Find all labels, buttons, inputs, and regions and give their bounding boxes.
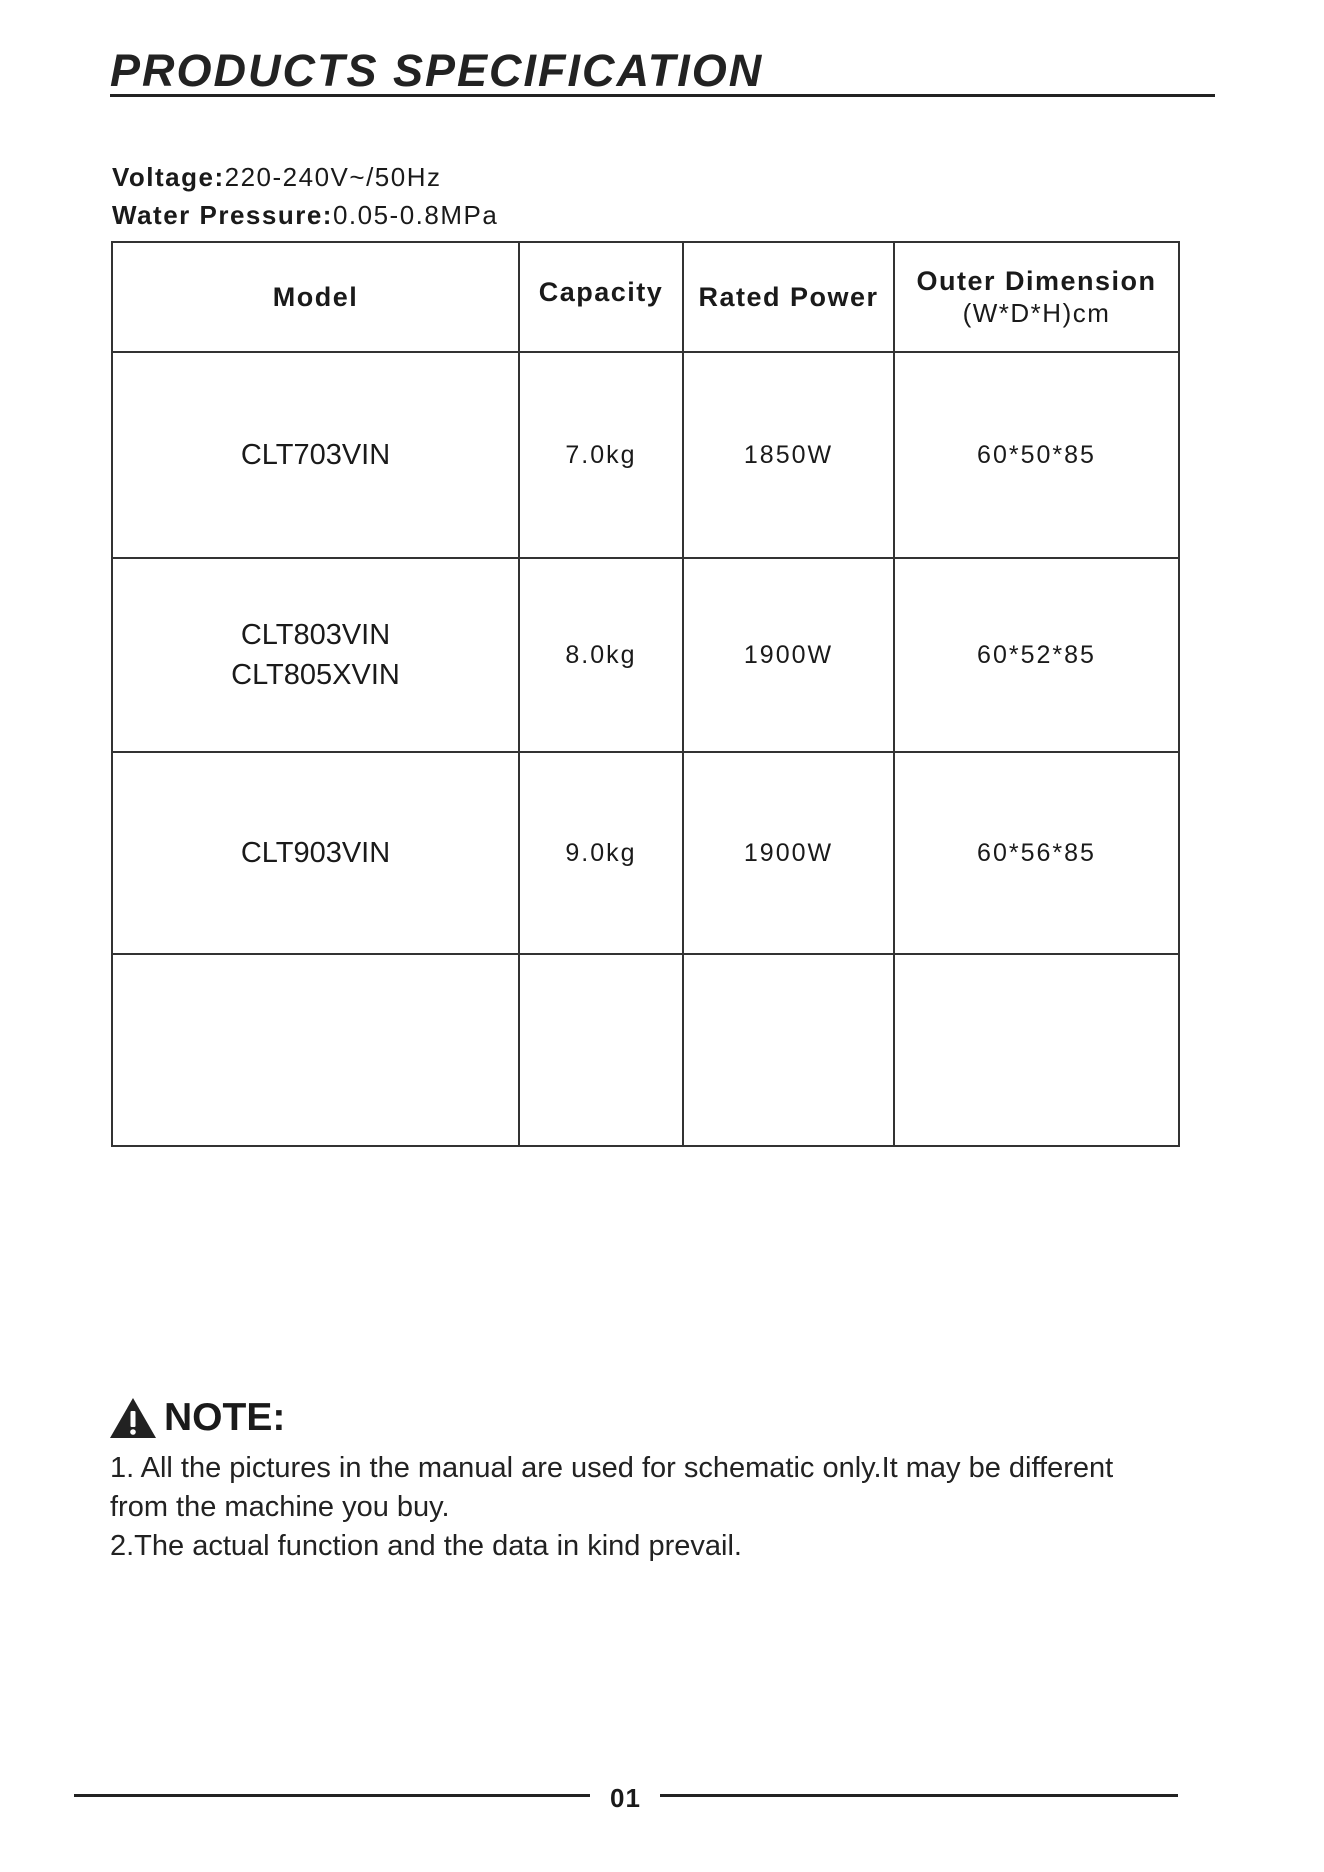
table-row bbox=[112, 558, 1179, 752]
water-pressure-spec bbox=[112, 200, 498, 231]
model-name: CLT903VIN bbox=[240, 837, 391, 869]
warning-triangle-icon bbox=[108, 1396, 158, 1440]
specification-table bbox=[111, 241, 1180, 1147]
model-cell bbox=[112, 752, 519, 954]
capacity-cell: 9.0kg bbox=[519, 752, 683, 954]
rated-power-cell: 1850W bbox=[683, 352, 894, 558]
voltage-value: 220-240V~/50Hz bbox=[224, 162, 442, 192]
title-underline bbox=[110, 94, 1215, 97]
capacity-cell: 7.0kg bbox=[519, 352, 683, 558]
dimension-cell: 60*56*85 bbox=[894, 752, 1179, 954]
note-line-3: 2.The actual function and the data in kind prevail. bbox=[110, 1530, 742, 1562]
note-heading bbox=[108, 1396, 285, 1440]
header-rated-power: Rated Power bbox=[683, 242, 894, 352]
dimension-cell: 60*50*85 bbox=[894, 352, 1179, 558]
model-name: CLT803VIN bbox=[240, 619, 391, 651]
note-line-2: from the machine you buy. bbox=[110, 1491, 450, 1523]
table-row bbox=[112, 752, 1179, 954]
table-row bbox=[112, 352, 1179, 558]
table-header-row bbox=[112, 242, 1179, 352]
empty-cell bbox=[519, 954, 683, 1146]
header-capacity: Capacity bbox=[519, 242, 683, 352]
water-pressure-label: Water Pressure: bbox=[112, 200, 333, 230]
voltage-label: Voltage: bbox=[112, 162, 225, 192]
empty-cell bbox=[112, 954, 519, 1146]
footer-rule-left bbox=[74, 1794, 590, 1797]
page-number: 01 bbox=[610, 1783, 641, 1813]
header-model: Model bbox=[112, 242, 519, 352]
dimension-cell: 60*52*85 bbox=[894, 558, 1179, 752]
note-heading-text: NOTE: bbox=[164, 1396, 286, 1439]
note-line-1: 1. All the pictures in the manual are used for schematic only.It may be different bbox=[110, 1452, 1114, 1484]
footer-rule-right bbox=[660, 1794, 1178, 1797]
model-name: CLT703VIN bbox=[240, 439, 391, 471]
model-cell bbox=[112, 352, 519, 558]
header-outer-dimension-label: Outer Dimension bbox=[916, 266, 1157, 296]
voltage-spec bbox=[112, 162, 442, 193]
model-cell bbox=[112, 558, 519, 752]
empty-table-row bbox=[112, 954, 1179, 1146]
page-title: PRODUCTS SPECIFICATION bbox=[110, 45, 764, 96]
model-name: CLT805XVIN bbox=[231, 659, 400, 691]
rated-power-cell: 1900W bbox=[683, 558, 894, 752]
header-dimension-unit: (W*D*H)cm bbox=[962, 298, 1111, 328]
empty-cell bbox=[894, 954, 1179, 1146]
capacity-cell: 8.0kg bbox=[519, 558, 683, 752]
header-outer-dimension bbox=[894, 242, 1179, 352]
water-pressure-value: 0.05-0.8MPa bbox=[332, 200, 499, 230]
rated-power-cell: 1900W bbox=[683, 752, 894, 954]
empty-cell bbox=[683, 954, 894, 1146]
